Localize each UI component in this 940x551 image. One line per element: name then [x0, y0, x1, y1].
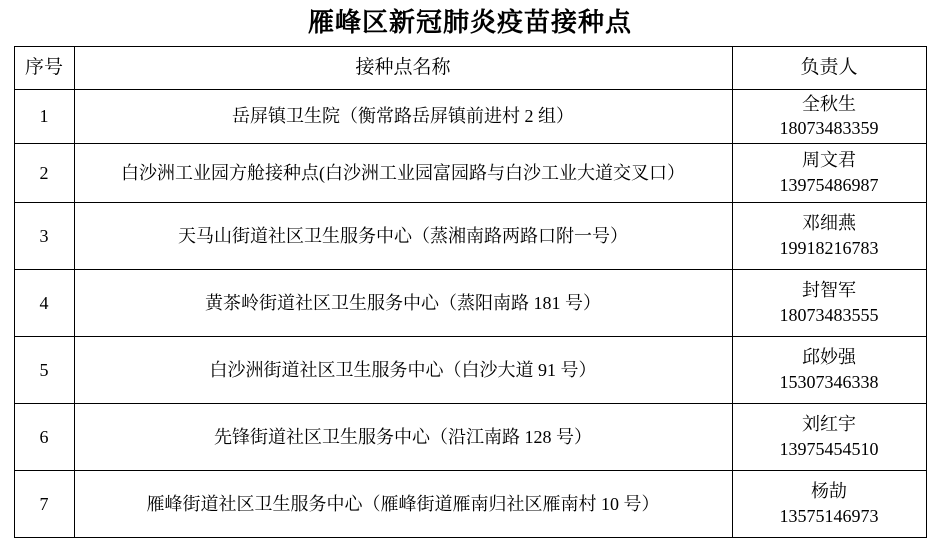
- cell-site-name: 黄茶岭街道社区卫生服务中心（蒸阳南路 181 号）: [74, 269, 732, 336]
- cell-index: 6: [14, 403, 74, 470]
- cell-site-name: 雁峰街道社区卫生服务中心（雁峰街道雁南归社区雁南村 10 号）: [74, 470, 732, 537]
- person-phone: 13975454510: [779, 438, 879, 459]
- column-header-index: 序号: [14, 47, 74, 90]
- cell-person-in-charge: [732, 269, 926, 336]
- vaccination-sites-table: [14, 46, 927, 538]
- person-phone: 13575146973: [779, 505, 879, 526]
- page-title: 雁峰区新冠肺炎疫苗接种点: [307, 8, 632, 37]
- person-phone: 18073483555: [779, 304, 879, 325]
- person-phone: 19918216783: [779, 237, 879, 258]
- cell-site-name: 白沙洲工业园方舱接种点(白沙洲工业园富园路与白沙工业大道交叉口）: [74, 143, 732, 202]
- cell-person-in-charge: [732, 143, 926, 202]
- person-name: 全秋生: [802, 94, 856, 115]
- cell-site-name: 岳屏镇卫生院（衡常路岳屏镇前进村 2 组）: [74, 90, 732, 144]
- cell-index: 1: [14, 90, 74, 144]
- cell-index: 2: [14, 143, 74, 202]
- person-phone: 18073483359: [779, 118, 879, 139]
- cell-index: 4: [14, 269, 74, 336]
- table-row: [14, 143, 926, 202]
- person-name: 周文君: [802, 150, 856, 171]
- table-row: [14, 202, 926, 269]
- cell-index: 5: [14, 336, 74, 403]
- column-header-person-in-charge: 负责人: [732, 47, 926, 90]
- cell-person-in-charge: [732, 90, 926, 144]
- person-name: 邱妙强: [802, 347, 856, 368]
- cell-person-in-charge: [732, 336, 926, 403]
- person-name: 邓细燕: [802, 213, 856, 234]
- table-header: [14, 47, 926, 90]
- cell-index: 7: [14, 470, 74, 537]
- table-header-row: [14, 47, 926, 90]
- person-name: 刘红宇: [802, 414, 856, 435]
- table-row: [14, 269, 926, 336]
- cell-index: 3: [14, 202, 74, 269]
- cell-site-name: 天马山街道社区卫生服务中心（蒸湘南路两路口附一号）: [74, 202, 732, 269]
- cell-person-in-charge: [732, 202, 926, 269]
- person-name: 封智军: [802, 280, 856, 301]
- person-phone: 13975486987: [779, 174, 879, 195]
- cell-person-in-charge: [732, 403, 926, 470]
- table-row: [14, 90, 926, 144]
- person-phone: 15307346338: [779, 371, 879, 392]
- column-header-site-name: 接种点名称: [74, 47, 732, 90]
- cell-person-in-charge: [732, 470, 926, 537]
- cell-site-name: 先锋街道社区卫生服务中心（沿江南路 128 号）: [74, 403, 732, 470]
- table-body: [14, 90, 926, 538]
- table-row: [14, 470, 926, 537]
- cell-site-name: 白沙洲街道社区卫生服务中心（白沙大道 91 号）: [74, 336, 732, 403]
- table-row: [14, 336, 926, 403]
- table-row: [14, 403, 926, 470]
- person-name: 杨劼: [811, 481, 847, 502]
